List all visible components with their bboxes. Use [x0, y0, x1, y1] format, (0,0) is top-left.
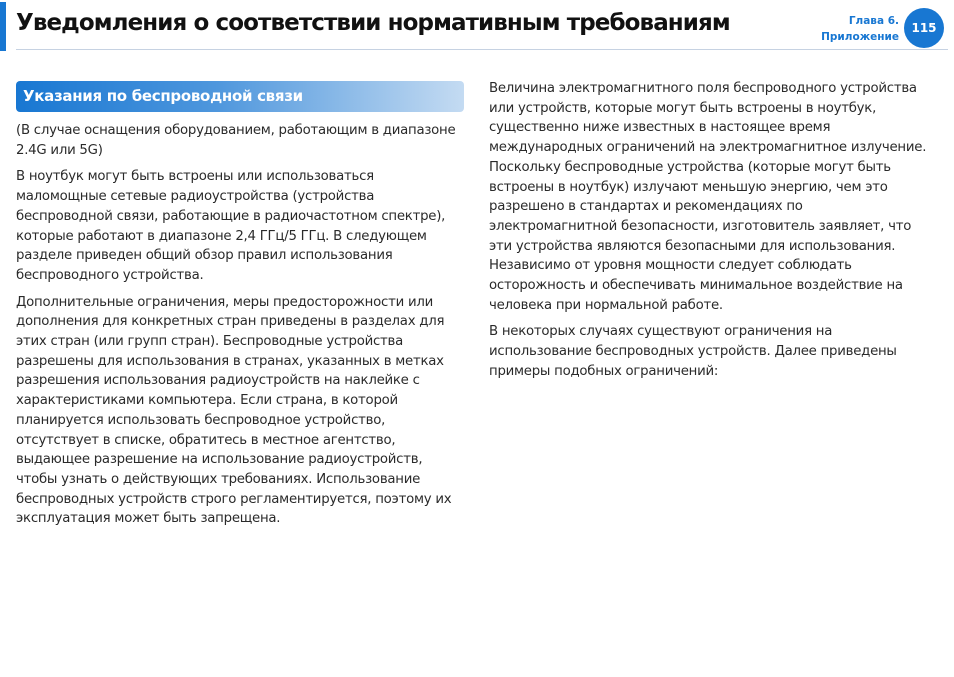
body-paragraph: Величина электромагнитного поля беспроводного устройства или устройств, которые могут быть встроены в ноутбук, существенно ниже известных в настоящее время международных ограничений на электромагнитное излучение. Поскольку беспроводные устройства (которые могут быть встроены в ноутбук) излучают меньшую энергию, чем это разрешено в стандартах и рекомендациях по электромагнитной безопасности, изготовитель заявляет, что эти устройства являются безопасными для использования. Независимо от уровня мощности следует соблюдать осторожность и обеспечивать минимальное воздействие на человека при нормальной работе.	[489, 81, 927, 313]
page-number-badge: 115	[904, 8, 944, 48]
right-column	[489, 79, 934, 389]
header-divider	[16, 49, 948, 50]
body-paragraph: В ноутбук могут быть встроены или использоваться маломощные сетевые радиоустройства (устройства беспроводной связи, работающие в радиочастотном спектре), которые работают в диапазоне 2,4 ГГц/5 ГГц. В следующем разделе приведен общий обзор правил использования беспроводного устройства.	[16, 169, 446, 283]
page-title: Уведомления о соответствии нормативным требованиям	[16, 10, 730, 36]
chapter-title: Приложение	[821, 31, 899, 43]
body-paragraph: В некоторых случаях существуют ограничения на использование беспроводных устройств. Далее приведены примеры подобных ограничений:	[489, 324, 897, 379]
section-heading: Указания по беспроводной связи	[16, 81, 464, 112]
chapter-label	[821, 13, 899, 45]
chapter-number: Глава 6.	[848, 15, 899, 27]
header-accent-bar	[0, 2, 6, 51]
body-paragraph: Дополнительные ограничения, меры предосторожности или дополнения для конкретных стран приведены в разделах для этих стран (или групп стран). Беспроводные устройства разрешены для использования в странах, указанных в метках разрешения использования радиоустройств на наклейке с характеристиками компьютера. Если страна, в которой планируется использовать беспроводное устройство, отсутствует в списке, обратитесь в местное агентство, выдающее разрешение на использование радиоустройств, чтобы узнать о действующих требованиях. Использование беспроводных устройств строго регламентируется, поэтому их эксплуатация может быть запрещена.	[16, 294, 452, 527]
body-paragraph: (В случае оснащения оборудованием, работающим в диапазоне 2.4G или 5G)	[16, 123, 456, 158]
left-column	[16, 121, 464, 536]
